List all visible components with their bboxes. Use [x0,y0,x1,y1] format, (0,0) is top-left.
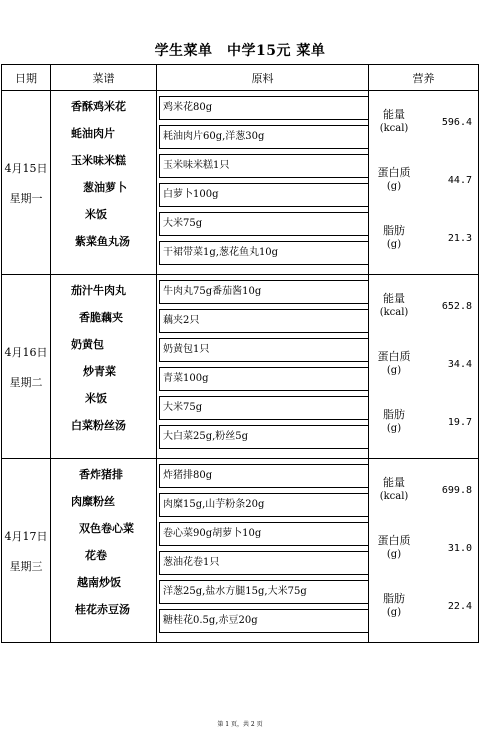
day-weekday: 星期一 [9,191,43,205]
nutrition-label-block [369,592,419,620]
dish-list [51,459,157,643]
nutrition-label: 能量 [383,108,405,121]
nutrition-value: 44.7 [447,174,472,186]
ingredient-item: 大米75g [159,396,368,420]
nutrition-unit: (g) [386,549,402,560]
ingredient-item: 奶黄包1只 [159,338,368,362]
day-weekday: 星期三 [9,559,43,573]
menu-table [1,64,479,643]
day-date-cell [2,459,51,643]
day-date: 4月17日 [4,529,48,543]
nutrition-label-block [369,476,419,504]
nutrition-unit: (g) [386,365,402,376]
dish-item: 香脆藕夹 [79,311,123,324]
nutrition-label-block [369,166,419,194]
nutrition-label-block [369,224,419,252]
nutrition-item [369,97,478,147]
nutrition-label: 脂肪 [383,408,405,421]
nutrition-list [369,459,479,643]
ingredient-item: 耗油肉片60g,洋葱30g [159,125,368,149]
nutrition-label: 蛋白质 [377,350,411,363]
dish-item: 越南炒饭 [77,576,121,589]
day-date-cell [2,275,51,459]
ingredient-item: 肉糜15g,山芋粉条20g [159,493,368,517]
day-row [2,459,479,643]
dish-item: 白菜粉丝汤 [71,419,126,432]
nutrition-label-block [369,534,419,562]
nutrition-unit: (g) [386,423,402,434]
day-date-cell [2,91,51,275]
page-footer: 第 1 页，共 2 页 [217,721,263,728]
nutrition-item [369,281,478,331]
nutrition-label: 蛋白质 [377,534,411,547]
nutrition-item [369,465,478,515]
nutrition-item [369,155,478,205]
nutrition-label-block [369,292,419,320]
nutrition-value: 21.3 [447,232,472,244]
nutrition-value: 22.4 [447,600,472,612]
header-dish: 菜谱 [51,65,157,91]
dish-item: 蚝油肉片 [71,127,115,140]
nutrition-unit: (g) [386,181,402,192]
ingredient-item: 鸡米花80g [159,96,368,120]
ingredient-item: 干裙带菜1g,葱花鱼丸10g [159,241,368,265]
dish-item: 米饭 [85,392,107,405]
nutrition-label: 脂肪 [383,224,405,237]
page-title: 学生菜单 中学15元 菜单 [154,43,326,59]
nutrition-label: 蛋白质 [377,166,411,179]
ingredient-list [157,275,369,459]
day-row [2,91,479,275]
nutrition-item [369,581,478,631]
nutrition-label: 能量 [383,476,405,489]
ingredient-item: 大米75g [159,212,368,236]
nutrition-value: 699.8 [441,484,472,496]
nutrition-unit: (kcal) [379,123,409,134]
nutrition-value: 652.8 [441,300,472,312]
ingredient-item: 大白菜25g,粉丝5g [159,425,368,449]
dish-item: 紫菜鱼丸汤 [75,235,130,248]
nutrition-item [369,397,478,447]
dish-list [51,275,157,459]
nutrition-unit: (kcal) [379,307,409,318]
dish-item: 香酥鸡米花 [71,100,126,113]
day-row [2,275,479,459]
header-ingredients: 原料 [157,65,369,91]
nutrition-list [369,91,479,275]
nutrition-item [369,213,478,263]
nutrition-item [369,339,478,389]
nutrition-value: 34.4 [447,358,472,370]
dish-item: 茄汁牛肉丸 [71,284,126,297]
header-nutrition: 营养 [369,65,479,91]
nutrition-label: 脂肪 [383,592,405,605]
nutrition-label-block [369,108,419,136]
dish-item: 葱油萝卜 [83,181,127,194]
dish-item: 香炸猪排 [79,468,123,481]
ingredient-item: 洋葱25g,盐水方腿15g,大米75g [159,580,368,604]
dish-item: 奶黄包 [71,338,104,351]
nutrition-unit: (g) [386,239,402,250]
nutrition-item [369,523,478,573]
ingredient-item: 葱油花卷1只 [159,551,368,575]
ingredient-item: 糖桂花0.5g,赤豆20g [159,609,368,633]
ingredient-item: 玉米味米糕1只 [159,154,368,178]
dish-list [51,91,157,275]
dish-item: 花卷 [85,549,107,562]
ingredient-item: 藕夹2只 [159,309,368,333]
nutrition-unit: (kcal) [379,491,409,502]
ingredient-list [157,459,369,643]
ingredient-item: 卷心菜90g胡萝卜10g [159,522,368,546]
dish-item: 桂花赤豆汤 [75,603,130,616]
nutrition-value: 19.7 [447,416,472,428]
dish-item: 肉糜粉丝 [71,495,115,508]
day-weekday: 星期二 [9,375,43,389]
nutrition-label-block [369,350,419,378]
dish-item: 玉米味米糕 [71,154,126,167]
header-row [2,65,479,91]
nutrition-value: 31.0 [447,542,472,554]
ingredient-item: 牛肉丸75g番茄酱10g [159,280,368,304]
nutrition-unit: (g) [386,607,402,618]
header-date: 日期 [2,65,51,91]
ingredient-item: 青菜100g [159,367,368,391]
nutrition-label: 能量 [383,292,405,305]
ingredient-item: 白萝卜100g [159,183,368,207]
nutrition-list [369,275,479,459]
day-date: 4月15日 [4,161,48,175]
dish-item: 炒青菜 [83,365,116,378]
ingredient-item: 炸猪排80g [159,464,368,488]
nutrition-value: 596.4 [441,116,472,128]
nutrition-label-block [369,408,419,436]
dish-item: 米饭 [85,208,107,221]
dish-item: 双色卷心菜 [79,522,134,535]
ingredient-list [157,91,369,275]
day-date: 4月16日 [4,345,48,359]
